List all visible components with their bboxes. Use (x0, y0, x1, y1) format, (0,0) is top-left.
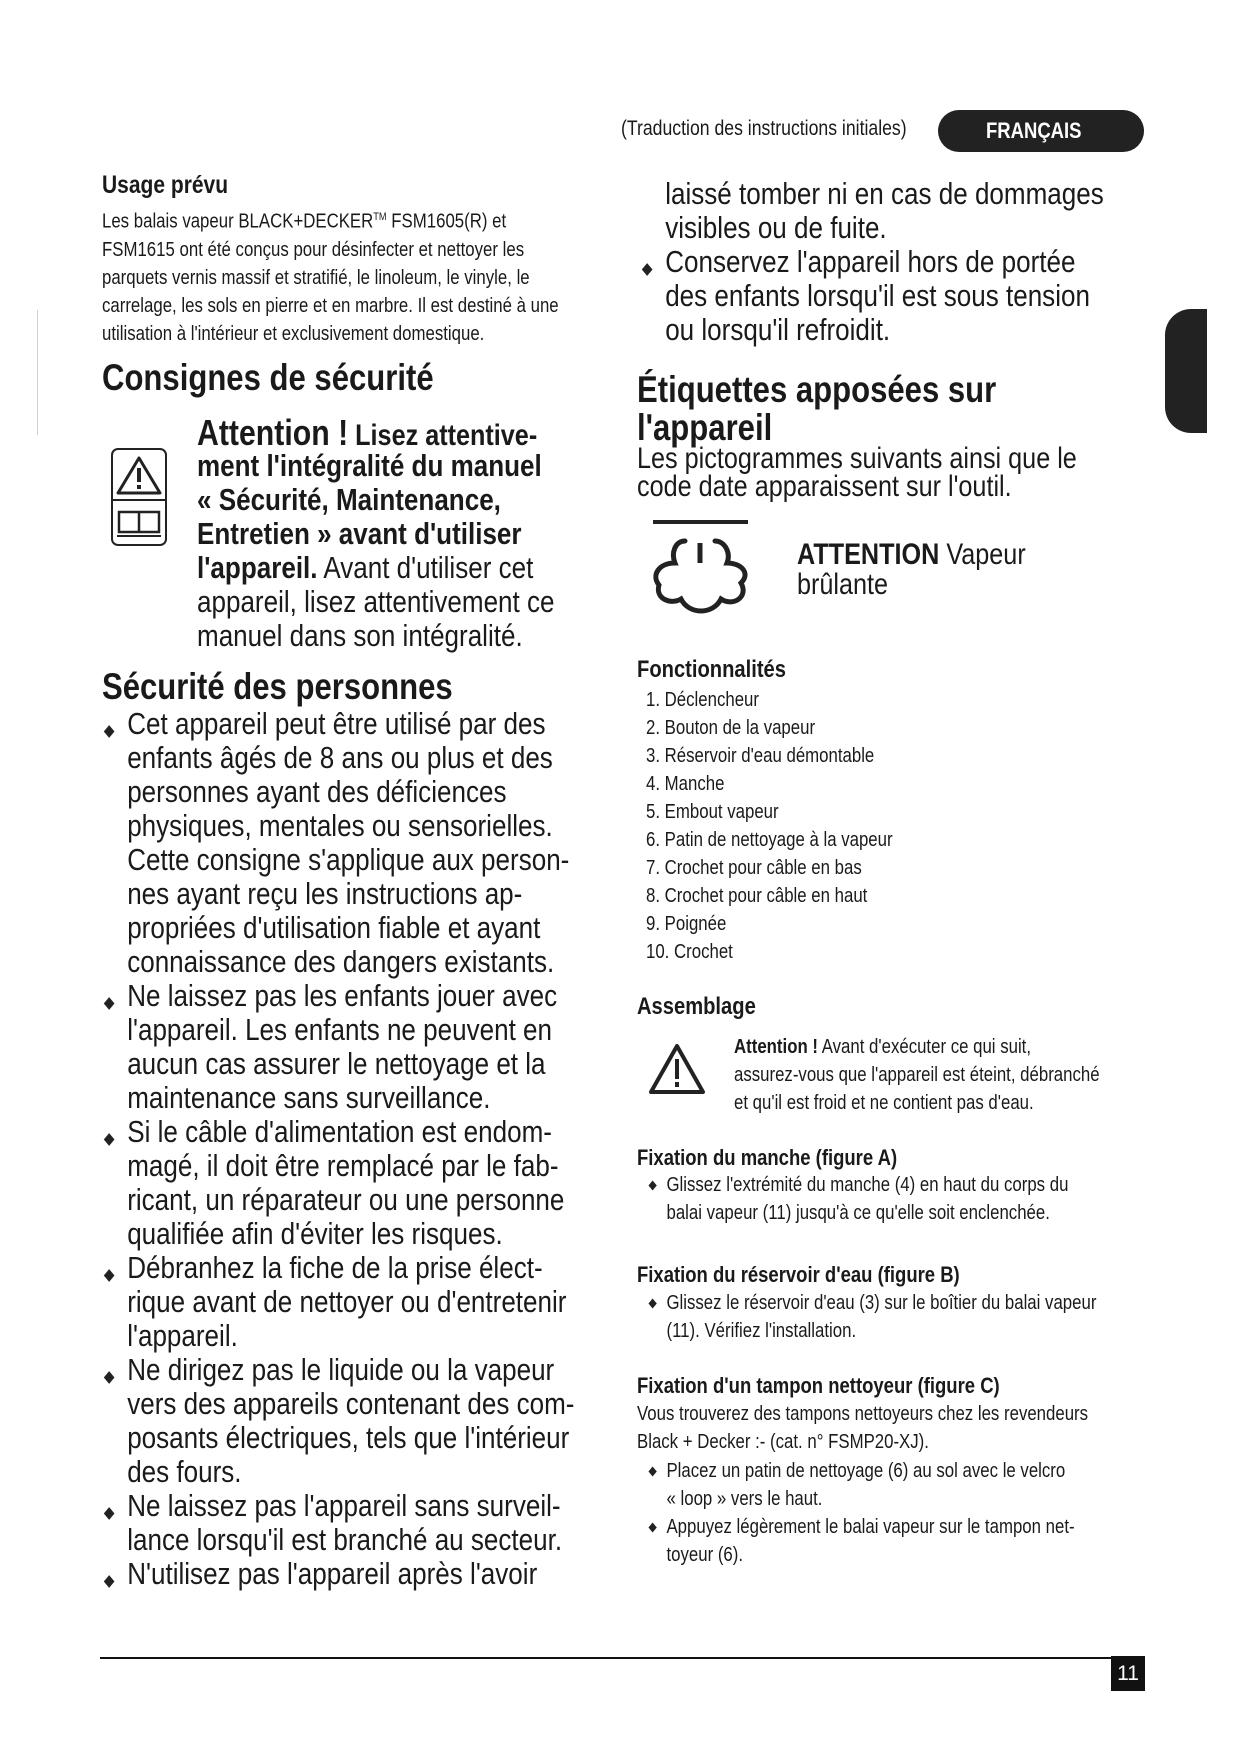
usage-paragraph (102, 203, 559, 348)
feature-item: 8. Crochet pour câble en haut (646, 885, 868, 907)
safety-item: N'utilisez pas l'appareil après l'avoir (102, 1557, 572, 1591)
warning-manual-icon (111, 448, 167, 546)
feature-item: 2. Bouton de la vapeur (646, 717, 816, 739)
fixation-c-text: Vous trouverez des tampons nettoyeurs chez les revendeurs Black + Decker :- (cat. n° FSMP20-XJ). (637, 1403, 1089, 1453)
feature-item: 9. Poignée (646, 913, 727, 935)
safety-item: Débranhez la fiche de la prise élect- rique avant de nettoyer ou d'entretenir l'appareil. (102, 1251, 572, 1353)
usage-line: carrelage, les sols en pierre et en marbre. Il est destiné à une (102, 294, 559, 317)
feature-item: 10. Crochet (646, 941, 733, 963)
usage-line: Les balais vapeur BLACK+DECKER™ FSM1605(R) et (102, 210, 507, 233)
safety-list (102, 706, 575, 1591)
translation-note: (Traduction des instructions initiales) (621, 117, 907, 140)
language-badge (938, 110, 1144, 152)
list-item: Glissez le réservoir d'eau (3) sur le boîtier du balai vapeur (11). Vérifiez l'installation. (648, 1289, 1096, 1345)
bullet-icon (648, 1181, 656, 1191)
bullet-icon (104, 1269, 115, 1282)
etiquettes-title: Étiquettes apposées sur l'appareil (637, 369, 997, 448)
feature-item: 7. Crochet pour câble en bas (646, 857, 862, 879)
attention-label: Attention ! (197, 412, 349, 453)
bullet-icon (104, 1575, 115, 1588)
safety-item: Ne dirigez pas le liquide ou la vapeur vers des appareils contenant des com- posants électriques, tels que l'intérieur des fours. (102, 1353, 572, 1489)
list-item: Glissez l'extrémité du manche (4) en haut du corps du balai vapeur (11) jusqu'à ce qu'elle soit enclenchée. (648, 1171, 1068, 1227)
section-tab (1165, 309, 1207, 433)
features-list (646, 686, 893, 966)
bullet-icon (104, 725, 115, 738)
bullet-icon (648, 1467, 656, 1477)
steam-warning-text: ATTENTION Vapeur brûlante (797, 538, 1026, 601)
fixation-a-title: Fixation du manche (figure A) (637, 1145, 898, 1170)
trademark: TM (373, 211, 387, 223)
securite-title: Sécurité des personnes (102, 666, 453, 707)
etiquettes-text: Les pictogrammes suivants ainsi que le code date apparaissent sur l'outil. (637, 442, 1077, 503)
safety-item: Ne laissez pas les enfants jouer avec l'appareil. Les enfants ne peuvent en aucun cas assurer le nettoyage et la maintenance sans surveillance. (102, 979, 572, 1115)
bullet-icon (104, 1371, 115, 1384)
assemblage-title: Assemblage (637, 993, 756, 1020)
steam-attention-label: ATTENTION (797, 538, 940, 571)
assemblage-warning: Attention ! Avant d'exécuter ce qui suit, assurez-vous que l'appareil est éteint, débranché et qu'il est froid et ne contient pas d'eau. (734, 1036, 1100, 1114)
usage-line: FSM1615 ont été conçus pour désinfecter et nettoyer les (102, 238, 525, 261)
fixation-c-title: Fixation d'un tampon nettoyeur (figure C) (637, 1373, 1000, 1398)
bullet-icon (104, 1133, 115, 1146)
feature-item: 1. Déclencheur (646, 689, 760, 711)
warning-icon (648, 1043, 706, 1095)
page-number: 11 (1111, 1656, 1145, 1691)
fixation-a-list (648, 1171, 1068, 1227)
language-badge-label: FRANÇAIS (986, 118, 1082, 143)
bullet-icon (104, 997, 115, 1010)
fixation-b-list (648, 1289, 1096, 1345)
list-item: laissé tomber ni en cas de dommages visibles ou de fuite. (665, 176, 1104, 245)
attention-paragraph: Attention ! Lisez attentive- ment l'intégralité du manuel « Sécurité, Maintenance, Entretien » avant d'utiliser l'appareil. Avant d'utiliser cet appareil, lisez attentivement ce manuel dans son intégralité. (197, 412, 555, 653)
list-item: Conservez l'appareil hors de portée des enfants lorsqu'il est sous tension ou lorsqu'il refroidit. (640, 245, 1104, 347)
fixation-c-list (648, 1457, 1075, 1569)
margin-line (37, 310, 38, 435)
list-item: Appuyez légèrement le balai vapeur sur le tampon net- toyeur (6). (648, 1513, 1075, 1569)
feature-item: 5. Embout vapeur (646, 801, 779, 823)
feature-item: 6. Patin de nettoyage à la vapeur (646, 829, 893, 851)
list-item: Placez un patin de nettoyage (6) au sol avec le velcro « loop » vers le haut. (648, 1457, 1075, 1513)
safety-item: Si le câble d'alimentation est endom- magé, il doit être remplacé par le fab- ricant, un réparateur ou une personne qualifiée afin d'éviter les risques. (102, 1115, 572, 1251)
feature-item: 3. Réservoir d'eau démontable (646, 745, 875, 767)
usage-line: utilisation à l'intérieur et exclusivement domestique. (102, 322, 485, 345)
bullet-icon (104, 1507, 115, 1520)
usage-line: parquets vernis massif et stratifié, le linoleum, le vinyle, le (102, 266, 530, 289)
bullet-icon (642, 263, 653, 276)
usage-title: Usage prévu (102, 171, 229, 199)
bullet-icon (648, 1523, 656, 1533)
footer-rule (100, 1657, 1131, 1659)
fonctionnalites-title: Fonctionnalités (637, 656, 786, 683)
continued-list (640, 177, 1104, 347)
consignes-title: Consignes de sécurité (102, 357, 434, 398)
hot-steam-icon (645, 519, 755, 619)
safety-item: Ne laissez pas l'appareil sans surveil- lance lorsqu'il est branché au secteur. (102, 1489, 572, 1557)
safety-item: Cet appareil peut être utilisé par des enfants âgés de 8 ans ou plus et des personnes ayant des déficiences physiques, mentales ou sensorielles. Cette consigne s'applique aux person- nes ayant reçu les instructions ap- propriées d'utilisation fiable et ayant connaissance des dangers existants. (102, 707, 572, 979)
bullet-icon (648, 1299, 656, 1309)
feature-item: 4. Manche (646, 773, 725, 795)
assemblage-attention-label: Attention ! (734, 1036, 818, 1058)
fixation-b-title: Fixation du réservoir d'eau (figure B) (637, 1262, 960, 1287)
